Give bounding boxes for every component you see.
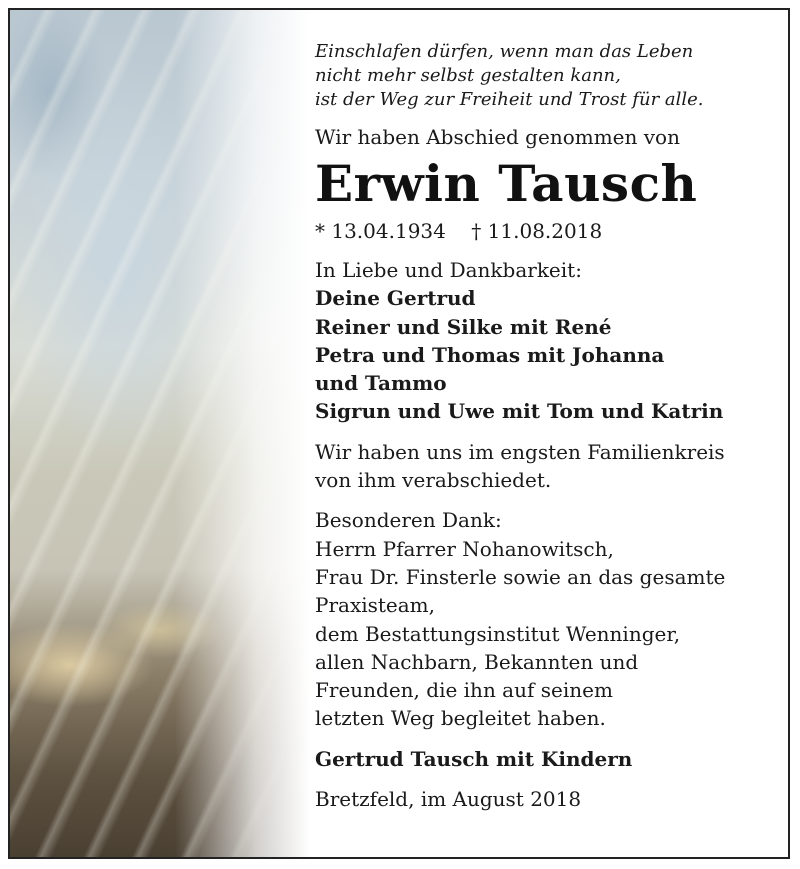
love-intro: In Liebe und Dankbarkeit:	[315, 258, 582, 282]
thanks-line: Freunden, die ihn auf seinem	[315, 678, 613, 703]
obituary-notice	[8, 8, 790, 859]
signature: Gertrud Tausch mit Kindern	[315, 746, 633, 771]
thanks-line: letzten Weg begleitet haben.	[315, 706, 606, 731]
mourner-line: Reiner und Silke mit René	[315, 314, 612, 339]
deceased-name: Erwin Tausch	[315, 154, 698, 213]
farewell-line: von ihm verabschiedet.	[315, 468, 552, 493]
mourner-line: Deine Gertrud	[315, 286, 476, 311]
light-rays-overlay	[10, 10, 310, 857]
obituary-text	[315, 40, 775, 813]
motto-line: nicht mehr selbst gestalten kann,	[315, 65, 621, 86]
mourner-line: Sigrun und Uwe mit Tom und Katrin	[315, 399, 724, 424]
thanks-block	[315, 506, 775, 732]
mourner-line: Petra und Thomas mit Johanna	[315, 342, 665, 367]
thanks-line: Herrn Pfarrer Nohanowitsch,	[315, 536, 614, 561]
motto-block	[315, 40, 775, 112]
farewell-note	[315, 438, 775, 495]
thanks-line: Besonderen Dank:	[315, 508, 502, 533]
thanks-line: dem Bestattungsinstitut Wenninger,	[315, 621, 681, 646]
motto-line: Einschlafen dürfen, wenn man das Leben	[315, 41, 694, 62]
farewell-lead: Wir haben Abschied genommen von	[315, 125, 680, 149]
life-dates: * 13.04.1934 † 11.08.2018	[315, 219, 603, 243]
motto-line: ist der Weg zur Freiheit und Trost für alle.	[315, 89, 704, 110]
thanks-line: Praxisteam,	[315, 593, 435, 618]
farewell-line: Wir haben uns im engsten Familienkreis	[315, 439, 725, 464]
mourner-line: und Tammo	[315, 371, 447, 396]
thanks-line: allen Nachbarn, Bekannten und	[315, 649, 639, 674]
thanks-line: Frau Dr. Finsterle sowie an das gesamte	[315, 564, 726, 589]
mourners-list	[315, 284, 775, 425]
place-date: Bretzfeld, im August 2018	[315, 786, 582, 811]
